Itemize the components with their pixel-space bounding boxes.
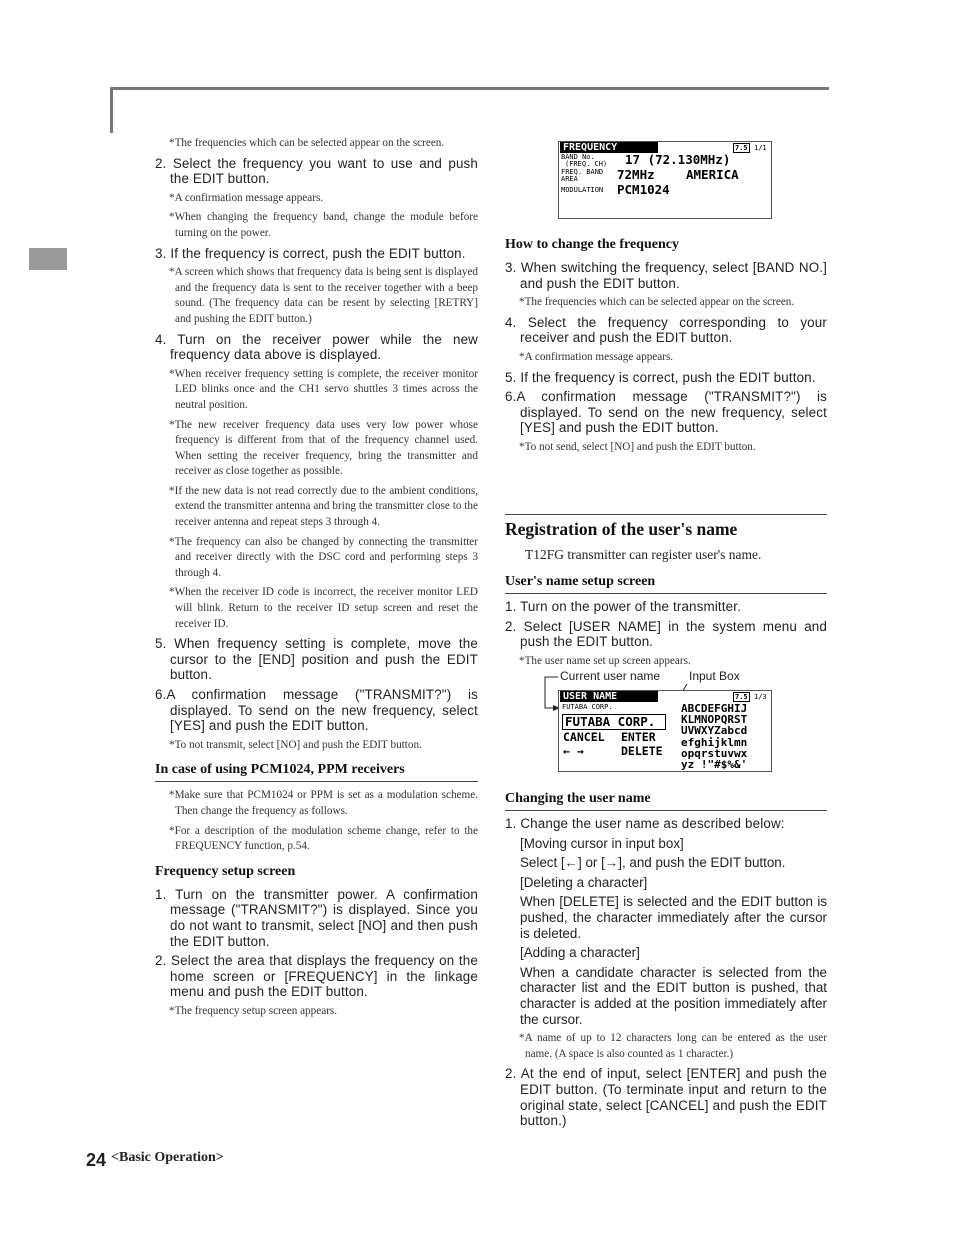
character-row[interactable]: KLMNOPQRST [681, 713, 748, 727]
subheading: Frequency setup screen [155, 863, 296, 879]
footnote: *The frequencies which can be selected appear on the screen. [519, 296, 795, 309]
freq-label: FREQ. BAND [561, 168, 604, 176]
chapter-tab [29, 248, 67, 270]
header-rule [110, 87, 829, 90]
enter-button[interactable]: ENTER [621, 730, 656, 744]
subheading: How to change the frequency [505, 237, 679, 252]
area-value: AMERICA [686, 167, 739, 182]
delete-button[interactable]: DELETE [621, 744, 663, 758]
footnote: *The frequency can also be changed by connecting the transmitter and receiver directly with the DSC cord and performing steps 3 through 4. [169, 535, 478, 579]
step-text: 5. If the frequency is correct, push the EDIT button. [505, 369, 816, 385]
character-list[interactable] [681, 703, 747, 770]
freq-value: 72MHz [617, 167, 655, 182]
step-detail: Select [←] or [→], and push the EDIT button. [520, 855, 786, 871]
step-text: 1. Turn on the power of the transmitter. [505, 599, 741, 614]
subheading: In case of using PCM1024, PPM receivers [155, 761, 478, 782]
step-text: 3. If the frequency is correct, push the EDIT button. [155, 245, 466, 261]
user-name-input[interactable]: FUTABA CORP. [562, 714, 666, 730]
section-lead: T12FG transmitter can register user's name. [525, 547, 762, 562]
step-text: 1. Change the user name as described below: [505, 816, 785, 831]
footnote: *For a description of the modulation scheme change, refer to the FREQUENCY function, p.54. [169, 824, 478, 853]
step-text: 2. Select the frequency you want to use and push the EDIT button. [155, 155, 478, 187]
registration-section [505, 514, 827, 673]
lcd-page: 1/3 [754, 693, 767, 701]
step-detail: When [DELETE] is selected and the EDIT button is pushed, the character immediately after the cursor is deleted. [520, 894, 827, 941]
band-label-sub: (FREQ. CH) [565, 160, 608, 168]
step-detail: [Moving cursor in input box] [520, 835, 684, 851]
step-text: 1. Turn on the transmitter power. A confirmation message ("TRANSMIT?") is displayed. Since you do not want to transmit, select [NO] and then push the EDIT button. [155, 886, 478, 949]
section-footer: <Basic Operation> [111, 1150, 224, 1165]
footnote: *To not transmit, select [NO] and push the EDIT button. [169, 738, 422, 751]
step-text: 6.A confirmation message ("TRANSMIT?") is displayed. To send on the new frequency, select [YES] and push the EDIT button. [155, 687, 478, 734]
footnote: *Make sure that PCM1024 or PPM is set as a modulation scheme. Then change the frequency as follows. [169, 789, 478, 817]
callout-current-user-name: Current user name [560, 669, 661, 683]
footnote: *A name of up to 12 characters long can be entered as the user name. (A space is also counted as 1 character.) [519, 1032, 827, 1060]
lcd-page: 1/1 [754, 144, 767, 152]
footnote: *The frequency setup screen appears. [169, 1004, 338, 1017]
lcd-header: FREQUENCY [560, 142, 658, 153]
right-column-top [505, 236, 827, 460]
band-value: 17 (72.130MHz) [625, 152, 731, 167]
footnote: *If the new data is not read correctly due to the ambient conditions, extend the transmitter antenna and bring the transmitter close to the receiver antenna and repeat steps 3 through 4. [169, 484, 478, 529]
header-rule-vertical [110, 87, 113, 133]
footnote: *The user name set up screen appears. [519, 654, 691, 667]
frequency-lcd-screen [558, 141, 772, 219]
step-detail: When a candidate character is selected from the character list and the EDIT button is pushed, that character is added at the position immediately after the cursor. [520, 964, 827, 1027]
character-row[interactable]: efghijklmn [681, 735, 748, 749]
footnote: *A confirmation message appears. [169, 191, 324, 204]
lcd-badge: 7.5 [735, 144, 748, 152]
footnote: *When the receiver ID code is incorrect, the receiver monitor LED will blink. Return to the receiver ID setup screen and reset the receiver ID. [169, 586, 478, 630]
lcd-header: USER NAME [560, 691, 658, 702]
footnote: *To not send, select [NO] and push the EDIT button. [519, 440, 756, 453]
section-title: Registration of the user's name [505, 514, 827, 540]
cursor-arrow-buttons[interactable]: ← → [563, 744, 584, 758]
step-text: 2. Select the area that displays the frequency on the home screen or [FREQUENCY] in the linkage menu and push the EDIT button. [155, 953, 478, 1000]
footnote: *The new receiver frequency data uses very low power whose frequency is different from that of the frequency channel used. When setting the receiver frequency, bring the transmitter and receiver as close together as possible. [169, 418, 478, 478]
lcd-badge: 7.5 [735, 693, 748, 701]
step-detail: [Adding a character] [520, 945, 640, 961]
character-row[interactable]: opqrstuvwx [681, 746, 748, 760]
footnote: *The frequencies which can be selected appear on the screen. [169, 137, 445, 149]
footnote: *A confirmation message appears. [519, 350, 674, 363]
left-column [155, 136, 478, 1024]
area-label: AREA [561, 175, 578, 183]
step-text: 5. When frequency setting is complete, move the cursor to the [END] position and push the EDIT button. [155, 636, 478, 683]
step-text: 4. Select the frequency corresponding to your receiver and push the EDIT button. [505, 314, 827, 346]
changing-section [505, 790, 827, 1133]
current-user-name: FUTABA CORP. [562, 703, 613, 711]
footnote: *When receiver frequency setting is complete, the receiver monitor LED blinks once and the CH1 servo shuttles 3 times across the neutral position. [169, 367, 478, 411]
character-row[interactable]: UVWXYZabcd [681, 724, 748, 738]
band-label: BAND No. [561, 153, 595, 161]
setup-steps [505, 599, 827, 669]
character-row[interactable]: yz !"#$%&' [681, 758, 748, 772]
step-detail: [Deleting a character] [520, 874, 648, 890]
modulation-label: MODULATION [561, 186, 604, 194]
username-lcd-screen [558, 690, 772, 772]
step-text: 4. Turn on the receiver power while the new frequency data above is displayed. [155, 331, 478, 363]
step-text: 6.A confirmation message ("TRANSMIT?") is displayed. To send on the new frequency, select [YES] and push the EDIT button. [505, 389, 827, 436]
step-text: 2. Select [USER NAME] in the system menu and push the EDIT button. [505, 618, 827, 650]
footnote: *When changing the frequency band, change the module before turning on the power. [169, 211, 478, 239]
page-number: 24 [86, 1150, 107, 1170]
modulation-value: PCM1024 [617, 182, 670, 197]
footnote: *A screen which shows that frequency data is being sent is displayed and the frequency data is sent to the receiver together with a beep sound. (The frequency data can be resent by selecting [RETRY] and pushing the EDIT button.) [169, 266, 478, 325]
step-text: 3. When switching the frequency, select [BAND NO.] and push the EDIT button. [505, 260, 827, 291]
cancel-button[interactable]: CANCEL [563, 730, 605, 744]
changing-items [505, 816, 827, 1129]
callout-input-box: Input Box [689, 669, 740, 683]
setup-subhead: User's name setup screen [505, 573, 827, 594]
character-row[interactable]: ABCDEFGHIJ [681, 702, 748, 715]
changing-subhead: Changing the user name [505, 790, 827, 811]
step-text: 2. At the end of input, select [ENTER] and push the EDIT button. (To terminate input and return to the original state, select [CANCEL] and push the EDIT button.) [505, 1066, 827, 1129]
